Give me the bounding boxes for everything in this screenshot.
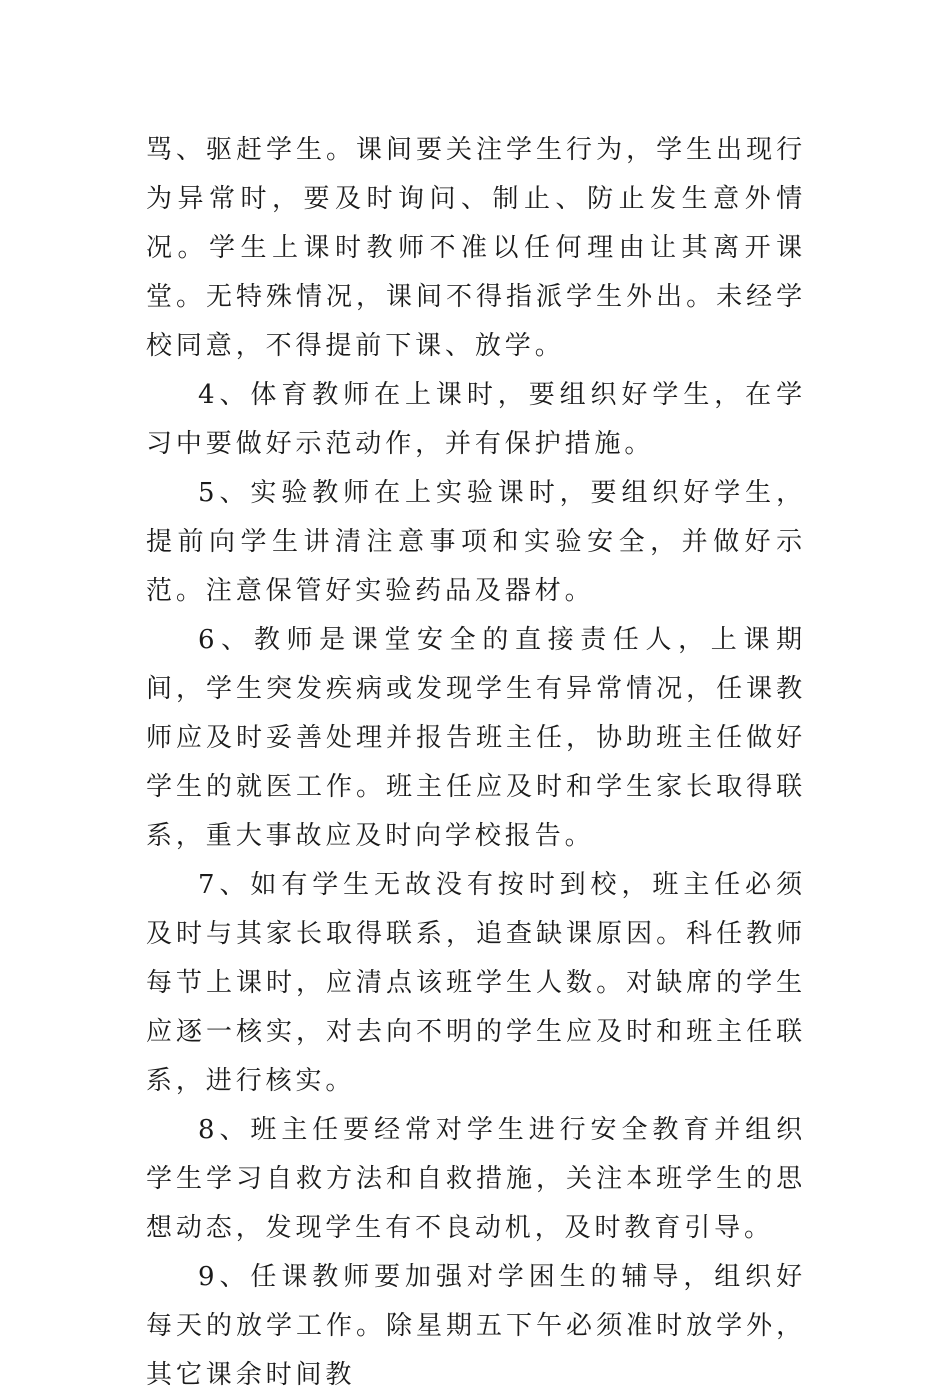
- paragraph-item-9: 9、任课教师要加强对学困生的辅导，组织好每天的放学工作。除星期五下午必须准时放学外，其它课余时间教: [146, 1262, 806, 1390]
- paragraph-item-8: 8、班主任要经常对学生进行安全教育并组织学生学习自救方法和自救措施，关注本班学生的思想动态，发现学生有不良动机，及时教育引导。: [146, 1115, 806, 1243]
- paragraph-item-7: 7、如有学生无故没有按时到校，班主任必须及时与其家长取得联系，追查缺课原因。科任教师每节上课时，应清点该班学生人数。对缺席的学生应逐一核实，对去向不明的学生应及时和班主任联系，进行核实。: [146, 870, 806, 1096]
- paragraph-continuation: 骂、驱赶学生。课间要关注学生行为，学生出现行为异常时，要及时询问、制止、防止发生意外情况。学生上课时教师不准以任何理由让其离开课堂。无特殊情况，课间不得指派学生外出。未经学校同意，不得提前下课、放学。: [146, 135, 806, 361]
- paragraph-item-4: 4、体育教师在上课时，要组织好学生，在学习中要做好示范动作，并有保护措施。: [146, 380, 806, 459]
- paragraph-item-5: 5、实验教师在上实验课时，要组织好学生，提前向学生讲清注意事项和实验安全，并做好示范。注意保管好实验药品及器材。: [146, 478, 806, 606]
- paragraph-item-6: 6、教师是课堂安全的直接责任人，上课期间，学生突发疾病或发现学生有异常情况，任课教师应及时妥善处理并报告班主任，协助班主任做好学生的就医工作。班主任应及时和学生家长取得联系，重大事故应及时向学校报告。: [146, 625, 806, 851]
- document-body: [146, 126, 806, 1400]
